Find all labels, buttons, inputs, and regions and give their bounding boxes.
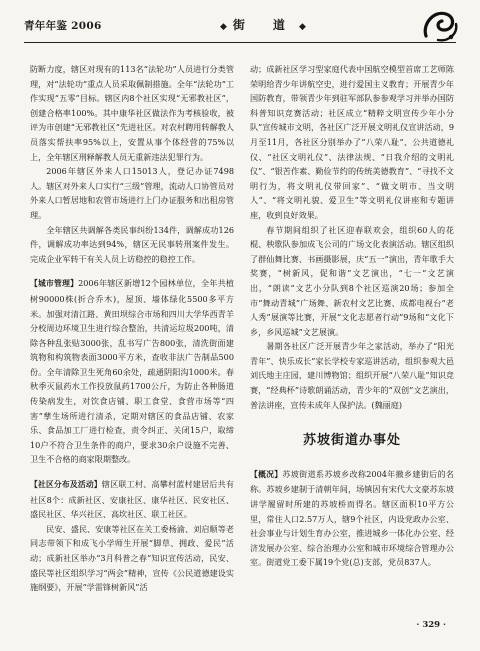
paragraph	[250, 339, 454, 412]
paragraph: 2006年辖区外来人口15013人，登记办证7498人。辖区对外来人口实行“三级”管理，流动人口协管员对外来人口暂居地和农管市场进行上门办证服务和出租房管理。	[30, 166, 234, 220]
paragraph: 动；成新社区学习型家庭代表中国航空模型首席工艺师陈荣明给青少年讲航空史，进行爱国主义教育；开展青少年国防教育，带领青少年到驻军部队参参观学习并举办国防科普知识竞赛活动；社区成立“精粹文明宣传少年小分队”宣传城市文明，各社区广泛开展文明礼仪宣讲活动，9月至11月，各社区分别举办了“八荣八耻”、公共道德礼仪、“社区文明礼仪”、法律法规、“日我介绍的文明礼仪”、“银苦作素、勤俭节约的传统美德教育”、“寻找不文明行为，将文明礼仪带回家”、“做文明市、当文明人”、“将文明礼貌、爱卫生”等文明礼仪讲座和专题讲座，收到良好效果。	[250, 64, 454, 220]
paragraph-text: 暑期各社区广泛开展青少年之家活动，举办了“阳光青年”、快乐成长”家长学校专家巡讲活动，组织参观大邑刘氏地主庄园，建川博物馆；组织开展“八荣八耻”知识竞赛，“经典杯”诗歌朗诵活动，青少年的“双创”文艺演出，普法讲座，宣传未成年人保护法。	[250, 341, 454, 410]
section-title-text: 街 道	[232, 18, 293, 32]
paragraph: 防断力度，辖区对现有的113名“法轮功”人员进行分类管理，对“法轮功”重点人员采取佩制措施。全年“法轮功”工作实现“五零”目标。辖区内8个社区实现“无邪教社区”，创建合格率100%。其中康华社区做法作为考核验收，被评为市创建“无邪教社区”先进社区。对农村聘用转解教人员落实帮扶率95%以上，安置从事个体经营的75%以上，全年辖区刑释解教人员无重新违法犯罪行为。	[30, 64, 234, 162]
section-title	[214, 16, 312, 33]
page-number: · 329 ·	[416, 620, 446, 630]
section-tag: 【城市管理】	[30, 279, 79, 289]
book-title: 青年年鉴 2006	[24, 20, 102, 32]
paragraph: 全年辖区共调解各类民事纠纷134件，调解成功126件，调解成功率达到94%，辖区无民事转刑案件发生。完成企业军转干有关人员上访稳控的稳控工作。	[30, 224, 234, 264]
page-header	[14, 6, 466, 50]
paragraph: 民安、盛民、安康等社区在关工委杨渝、刘启顺等老同志带领下和成飞小学师生开展“脚草、拥政、爱民”活动；成新社区举办“3月科普之春”知识宣传活动，民安、盛民等社区组织学习“两会”精神，宣传《公民道德建设实施纲要》，开展“学雷锋树新风”活	[30, 523, 234, 593]
section-tag: 【社区分布及活动】	[30, 480, 102, 490]
paragraph	[30, 477, 234, 522]
swirl-logo-icon	[420, 6, 460, 46]
diamond-icon: ◆	[220, 22, 227, 32]
paragraph	[30, 276, 234, 467]
paragraph-text: 苏坡街道系苏坡乡改称2004年撤乡建街后的名称。苏坡乡建制于清朝年间，场镇因有宋代大文豪苏东坡讲学履留时所建的苏坡桥而得名。辖区面积10平方公里，常住人口2.57万人，辖9个社区，内设党政办公室、社会事业与计划生育办公室，推进城乡一体化办公室、经济发展办公室、综合治理办公室和城市环境综合管理办公室。街道党工委下属19个党(总)支部，党员837人。	[250, 468, 454, 568]
author-signature: (魏丽庭)	[371, 399, 403, 410]
paragraph-text: 2006年辖区新增12个园林单位，全年共植树90000株(折合乔木)，屋顶、墙体绿化5500多平方米。加强对清江路、黄田坝综合市场和四川大学华西青羊分校周边环境卫生进行综合整治，共清运垃圾200吨，清除各种乱张贴3000张，乱书写广告800张，清洗街面建筑物和构筑物表面3000平方米，查收非法广告制品500份。全年清除卫生死角60余处，疏通阴阳沟1000米。春秋季灭鼠药水工作投放鼠药1700公斤，为防止各种肠道传染病发生，对饮食店铺、职工食堂、食营市场等“四害”孳生场所进行清杀，定期对辖区的食品店铺、农家乐、食品加工厂进行检查，责令纠正、关闭15户，取缔10户不符合卫生条件的商户，要求30余户设施不完善、卫生不合格的商家限期整改。	[30, 278, 234, 465]
paragraph-text: 辖区联工村、高攀村蓝村建居后共有社区8个：成新社区、安康社区、康华社区、民安社区、盛民社区、华兴社区、高坎社区、联工社区。	[30, 479, 234, 520]
article-title: 苏坡街道办事处	[302, 433, 401, 449]
diamond-icon: ◆	[298, 22, 306, 32]
section-tag: 【概况】	[250, 469, 283, 479]
header-rule	[24, 42, 456, 43]
right-column	[250, 62, 454, 570]
paragraph: 春节期间组织了社区迎春联欢会，组织60人的花棍、秧歌队参加成飞公司的广场文化表演活动。辖区组织了群仙舞比赛、书画摄影展，庆“五一”演出，青年歌手大奖赛，“树新风，促和谐”文艺演出，“七一”文艺演出，“朗读”文艺小分队到8个社区巡演20场；参加全市“舞动青城”广场舞、新农村文艺比赛、成都电视台“老人秀”展演等比赛，开展“文化志愿者行动”9场和“文化下乡，乡风巡城”文艺展演。	[250, 224, 454, 337]
paragraph	[250, 467, 454, 570]
left-column	[30, 62, 234, 595]
